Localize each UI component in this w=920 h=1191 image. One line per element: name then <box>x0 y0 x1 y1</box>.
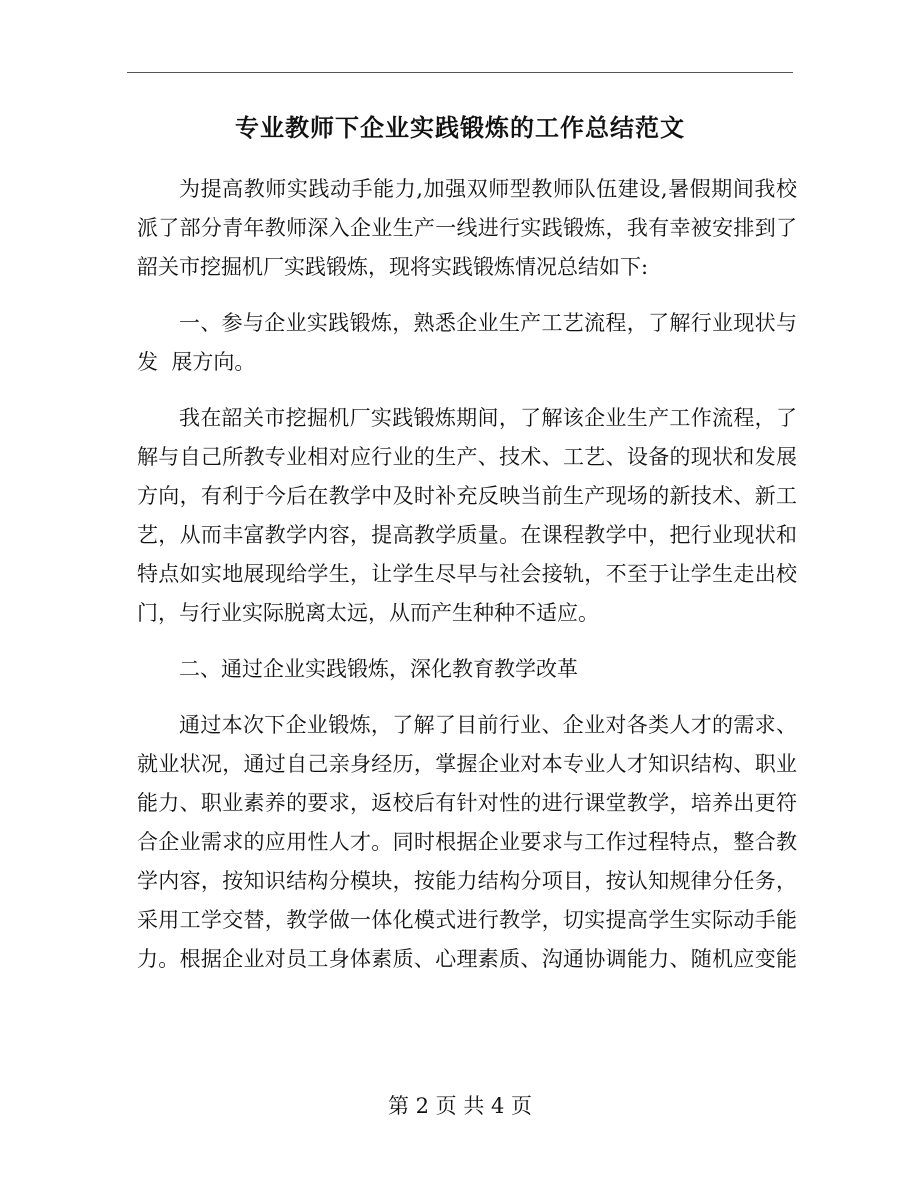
paragraph-line: 二、通过企业实践锻炼，深化教育教学改革 <box>179 657 578 681</box>
paragraph-line: 韶关市挖掘机厂实践锻炼，现将实践锻炼情况总结如下: <box>137 255 649 279</box>
paragraph-line: 力。根据企业对员工身体素质、心理素质、沟通协调能力、随机应变能 <box>137 947 797 971</box>
paragraph-line: 通过本次下企业锻炼，了解了目前行业、企业对各类人才的需求、 <box>179 713 797 737</box>
paragraph-line: 发 展方向。 <box>137 350 256 374</box>
page-number-footer: 第 2 页 共 4 页 <box>387 1094 533 1118</box>
paragraph-line: 艺，从而丰富教学内容，提高教学质量。在课程教学中，把行业现状和 <box>137 523 797 547</box>
paragraph-intro <box>137 170 797 287</box>
paragraph-line: 解与自己所教专业相对应行业的生产、技术、工艺、设备的现状和发展 <box>137 445 797 469</box>
paragraph-line: 特点如实地展现给学生，让学生尽早与社会接轨，不至于让学生走出校 <box>137 562 797 586</box>
section-heading-two <box>137 650 797 689</box>
paragraph-section-two <box>137 706 797 979</box>
header-rule <box>127 72 793 73</box>
paragraph-line: 我在韶关市挖掘机厂实践锻炼期间，了解该企业生产工作流程，了 <box>179 406 797 430</box>
paragraph-line: 就业状况，通过自己亲身经历，掌握企业对本专业人才知识结构、职业 <box>137 752 797 776</box>
paragraph-line: 门，与行业实际脱离太远，从而产生种种不适应。 <box>137 601 599 625</box>
document-body <box>137 170 797 996</box>
paragraph-line: 方向，有利于今后在教学中及时补充反映当前生产现场的新技术、新工 <box>137 484 797 508</box>
paragraph-line: 为提高教师实践动手能力,加强双师型教师队伍建设,暑假期间我校 <box>179 177 797 201</box>
document-title: 专业教师下企业实践锻炼的工作总结范文 <box>235 114 685 142</box>
paragraph-line: 一、参与企业实践锻炼，熟悉企业生产工艺流程，了解行业现状与 <box>179 311 797 335</box>
paragraph-line: 派了部分青年教师深入企业生产一线进行实践锻炼，我有幸被安排到了 <box>137 216 797 240</box>
paragraph-line: 学内容，按知识结构分模块，按能力结构分项目，按认知规律分任务， <box>137 869 797 893</box>
paragraph-section-one <box>137 399 797 633</box>
paragraph-line: 采用工学交替，教学做一体化模式进行教学，切实提高学生实际动手能 <box>137 908 797 932</box>
section-heading-one <box>137 304 797 382</box>
paragraph-line: 能力、职业素养的要求，返校后有针对性的进行课堂教学，培养出更符 <box>137 791 797 815</box>
paragraph-line: 合企业需求的应用性人才。同时根据企业要求与工作过程特点，整合教 <box>137 830 797 854</box>
